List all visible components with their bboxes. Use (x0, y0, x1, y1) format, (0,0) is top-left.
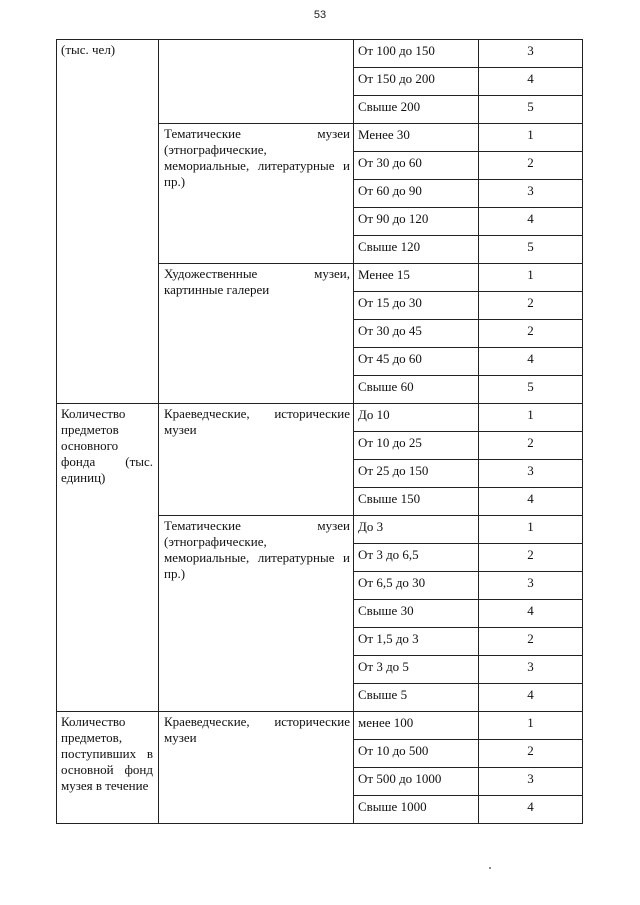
range-cell: От 3 до 5 (354, 656, 479, 684)
score-cell: 2 (479, 544, 583, 572)
scan-speck (489, 867, 491, 869)
parameter-cell: (тыс. чел) (57, 40, 159, 404)
range-cell: От 100 до 150 (354, 40, 479, 68)
parameter-cell: Количество предметов, поступивших в основной фонд музея в течение (57, 712, 159, 824)
range-cell: От 45 до 60 (354, 348, 479, 376)
parameter-cell: Количество предметов основного фонда (тыс. единиц) (57, 404, 159, 712)
range-cell: Свыше 200 (354, 96, 479, 124)
range-cell: От 60 до 90 (354, 180, 479, 208)
score-cell: 1 (479, 404, 583, 432)
range-cell: От 150 до 200 (354, 68, 479, 96)
museum-type-cell: Тематические музеи (этнографические, мемориальные, литературные и пр.) (159, 124, 354, 264)
range-cell: От 25 до 150 (354, 460, 479, 488)
range-cell: От 10 до 500 (354, 740, 479, 768)
range-cell: От 30 до 45 (354, 320, 479, 348)
range-cell: От 500 до 1000 (354, 768, 479, 796)
museum-type-cell: Художественные музеи, картинные галереи (159, 264, 354, 404)
museum-type-cell (159, 40, 354, 124)
score-cell: 3 (479, 768, 583, 796)
range-cell: Менее 30 (354, 124, 479, 152)
museum-type-cell: Тематические музеи (этнографические, мемориальные, литературные и пр.) (159, 516, 354, 712)
score-cell: 4 (479, 600, 583, 628)
score-cell: 2 (479, 628, 583, 656)
range-cell: От 10 до 25 (354, 432, 479, 460)
score-cell: 2 (479, 152, 583, 180)
score-cell: 4 (479, 208, 583, 236)
range-cell: От 6,5 до 30 (354, 572, 479, 600)
score-cell: 5 (479, 96, 583, 124)
table-row (57, 40, 583, 68)
range-cell: Свыше 30 (354, 600, 479, 628)
score-cell: 2 (479, 740, 583, 768)
museum-type-cell: Краеведческие, исторические музеи (159, 404, 354, 516)
table-row (57, 404, 583, 432)
range-cell: менее 100 (354, 712, 479, 740)
score-cell: 1 (479, 124, 583, 152)
range-cell: Свыше 1000 (354, 796, 479, 824)
range-cell: До 3 (354, 516, 479, 544)
range-cell: От 1,5 до 3 (354, 628, 479, 656)
museum-type-cell: Краеведческие, исторические музеи (159, 712, 354, 824)
score-cell: 4 (479, 348, 583, 376)
score-cell: 3 (479, 656, 583, 684)
range-cell: От 30 до 60 (354, 152, 479, 180)
museum-criteria-table (56, 39, 583, 824)
score-cell: 2 (479, 320, 583, 348)
score-cell: 2 (479, 432, 583, 460)
score-cell: 3 (479, 460, 583, 488)
range-cell: От 15 до 30 (354, 292, 479, 320)
page-number: 53 (313, 9, 327, 21)
score-cell: 3 (479, 180, 583, 208)
score-cell: 4 (479, 796, 583, 824)
score-cell: 3 (479, 40, 583, 68)
range-cell: Свыше 60 (354, 376, 479, 404)
range-cell: Свыше 5 (354, 684, 479, 712)
score-cell: 5 (479, 236, 583, 264)
range-cell: До 10 (354, 404, 479, 432)
range-cell: Свыше 120 (354, 236, 479, 264)
score-cell: 1 (479, 516, 583, 544)
range-cell: От 90 до 120 (354, 208, 479, 236)
range-cell: Свыше 150 (354, 488, 479, 516)
score-cell: 2 (479, 292, 583, 320)
score-cell: 3 (479, 572, 583, 600)
range-cell: От 3 до 6,5 (354, 544, 479, 572)
score-cell: 5 (479, 376, 583, 404)
range-cell: Менее 15 (354, 264, 479, 292)
score-cell: 1 (479, 264, 583, 292)
score-cell: 1 (479, 712, 583, 740)
score-cell: 4 (479, 684, 583, 712)
table-row (57, 712, 583, 740)
score-cell: 4 (479, 68, 583, 96)
score-cell: 4 (479, 488, 583, 516)
